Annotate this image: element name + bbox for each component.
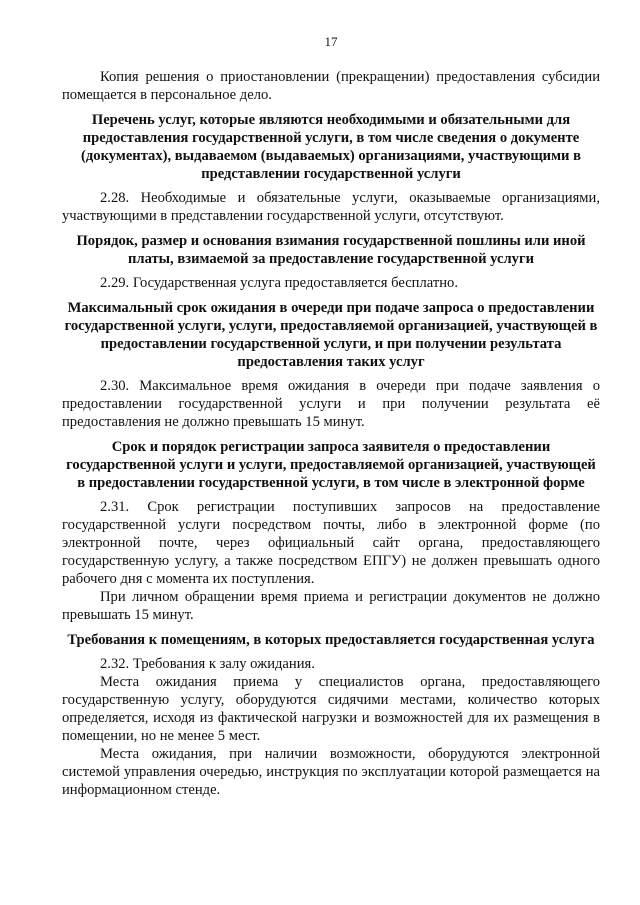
heading-registration-term: Срок и порядок регистрации запроса заявителя о предоставлении государственной услуги и услуги, предоставляемой организацией, участвующей в предоставлении государственной услуги, в том числе в электронной форме: [66, 439, 596, 491]
paragraph-subsidy-copy: Копия решения о приостановлении (прекращении) предоставления субсидии помещается в персональное дело.: [62, 69, 600, 103]
heading-premises-requirements: Требования к помещениям, в которых предоставляется государственная услуга: [67, 632, 595, 648]
paragraph-2-30: 2.30. Максимальное время ожидания в очереди при подаче заявления о предоставлении государственной услуги и при получении результата её предоставления не должно превышать 15 минут.: [62, 378, 600, 430]
paragraph-2-32: 2.32. Требования к залу ожидания.: [100, 656, 315, 672]
heading-state-fee: Порядок, размер и основания взимания государственной пошлины или иной платы, взимаемой за предоставление государственной услуги: [76, 233, 586, 267]
document-page: [62, 34, 600, 799]
heading-max-waiting-time: Максимальный срок ожидания в очереди при подаче запроса о предоставлении государственной услуги, услуги, предоставляемой организацией, участвующей в предоставлении государственной услуги, и при получении результата предоставления таких услуг: [64, 300, 598, 370]
paragraph-waiting-seats: Места ожидания приема у специалистов органа, предоставляющего государственную услугу, оборудуются сидячими местами, количество которых определяется, исходя из фактической нагрузки и возможностей для их размещения в помещении, но не менее 5 мест.: [62, 674, 600, 744]
paragraph-2-31: 2.31. Срок регистрации поступивших запросов на предоставление государственной услуги посредством почты, либо в электронной форме (по электронной почте, через официальный сайт органа, предоставляющего государственную услугу, а также посредством ЕПГУ) не должен превышать одного рабочего дня с момента их поступления.: [62, 499, 600, 587]
paragraph-queue-system: Места ожидания, при наличии возможности, оборудуются электронной системой управления очередью, инструкция по эксплуатации которой размещается на информационном стенде.: [62, 746, 600, 798]
paragraph-2-29: 2.29. Государственная услуга предоставляется бесплатно.: [100, 275, 459, 291]
heading-required-services: Перечень услуг, которые являются необходимыми и обязательными для предоставления государственной услуги, в том числе сведения о документе (документах), выдаваемом (выдаваемых) организациями, участвующими в представлении государственной услуги: [81, 112, 581, 182]
paragraph-personal-visit: При личном обращении время приема и регистрации документов не должно превышать 15 минут.: [62, 589, 600, 623]
paragraph-2-28: 2.28. Необходимые и обязательные услуги, оказываемые организациями, участвующими в представлении государственной услуги, отсутствуют.: [62, 190, 600, 224]
page-number: 17: [324, 34, 338, 49]
